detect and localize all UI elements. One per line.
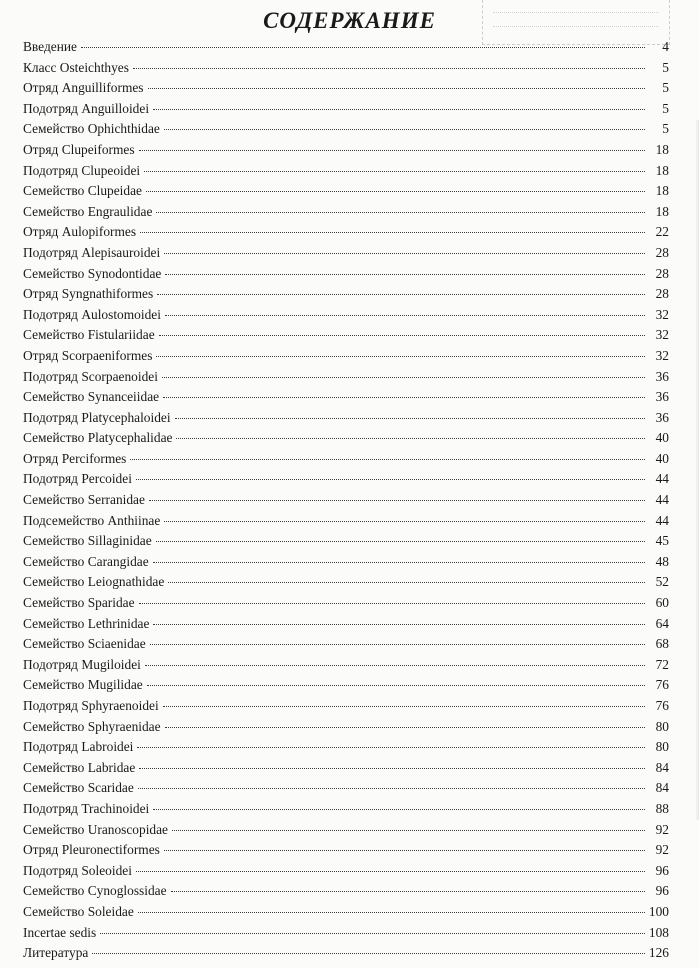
dot-leader xyxy=(165,315,645,316)
toc-entry-label: Отряд Anguilliformes xyxy=(23,80,144,96)
toc-entry-label: Семейство Serranidae xyxy=(23,492,145,508)
toc-entry[interactable] xyxy=(23,58,669,79)
toc-entry[interactable] xyxy=(23,284,669,305)
toc-entry[interactable] xyxy=(23,408,669,429)
toc-entry-label: Семейство Uranoscopidae xyxy=(23,821,169,837)
toc-entry[interactable] xyxy=(23,799,669,820)
dot-leader xyxy=(130,459,645,460)
toc-entry[interactable] xyxy=(23,367,669,388)
toc-entry-label: Семейство Lethrinidae xyxy=(23,615,150,631)
dot-leader xyxy=(165,274,645,275)
toc-entry-page-number: 28 xyxy=(655,265,669,281)
toc-entry-label: Семейство Fistulariidae xyxy=(23,327,155,343)
toc-entry[interactable] xyxy=(23,325,669,346)
dot-leader xyxy=(156,212,645,213)
toc-entry[interactable] xyxy=(23,737,669,758)
toc-entry-label: Семейство Sparidae xyxy=(23,595,135,611)
toc-entry[interactable] xyxy=(23,181,669,202)
toc-entry-label: Семейство Synodontidae xyxy=(23,265,162,281)
dot-leader xyxy=(148,88,645,89)
dot-leader xyxy=(153,109,645,110)
toc-entry-label: Подотряд Sphyraenoidei xyxy=(23,698,159,713)
toc-entry[interactable] xyxy=(23,531,669,552)
dot-leader xyxy=(162,377,645,378)
toc-entry[interactable] xyxy=(23,305,669,326)
toc-entry[interactable] xyxy=(23,490,669,511)
dot-leader xyxy=(136,871,645,872)
toc-entry-page-number: 80 xyxy=(655,739,669,755)
dot-leader xyxy=(164,521,645,522)
toc-entry-page-number: 84 xyxy=(655,780,669,796)
toc-entry-page-number: 76 xyxy=(655,677,669,693)
dot-leader xyxy=(138,912,645,913)
toc-entry-label: Отряд Pleuronectiformes xyxy=(23,842,160,858)
dot-leader xyxy=(165,727,645,728)
dot-leader xyxy=(171,891,645,892)
toc-entry-page-number: 72 xyxy=(655,656,669,672)
toc-entry-label: Семейство Engraulidae xyxy=(23,203,153,219)
toc-entry-label: Отряд Clupeiformes xyxy=(23,141,135,157)
toc-entry[interactable] xyxy=(23,881,669,902)
toc-entry-label: Семейство Mugilidae xyxy=(23,677,143,693)
toc-entry-page-number: 5 xyxy=(662,121,669,137)
toc-entry-label: Отряд Syngnathiformes xyxy=(23,286,154,302)
dot-leader xyxy=(92,953,645,954)
toc-entry-label: Подотряд Percoidei xyxy=(23,471,132,487)
dot-leader xyxy=(147,685,645,686)
toc-entry-label: Подотряд Scorpaenoidei xyxy=(23,368,158,384)
toc-entry[interactable] xyxy=(23,552,669,573)
toc-entry[interactable] xyxy=(23,202,669,223)
toc-entry-label: Отряд Scorpaeniformes xyxy=(23,347,153,363)
toc-entry-label: Семейство Scaridae xyxy=(23,780,134,796)
page-title: СОДЕРЖАНИЕ xyxy=(263,8,436,33)
dot-leader xyxy=(100,933,645,934)
toc-entry-page-number: 52 xyxy=(655,574,669,590)
toc-entry-page-number: 44 xyxy=(655,492,669,508)
toc-entry[interactable] xyxy=(23,428,669,449)
toc-entry-page-number: 4 xyxy=(662,39,669,54)
toc-entry-label: Класс Osteichthyes xyxy=(23,59,129,75)
toc-entry[interactable] xyxy=(23,902,669,923)
dot-leader xyxy=(150,644,645,645)
dot-leader xyxy=(145,665,645,666)
toc-entry-label: Семейство Clupeidae xyxy=(23,183,142,199)
toc-entry[interactable] xyxy=(23,758,669,779)
toc-entry-page-number: 5 xyxy=(662,80,669,96)
toc-entry-page-number: 36 xyxy=(655,389,669,405)
toc-entry-page-number: 126 xyxy=(648,945,669,961)
dot-leader xyxy=(137,747,645,748)
toc-entry-page-number: 28 xyxy=(655,244,669,260)
toc-entry-page-number: 40 xyxy=(655,430,669,446)
toc-entry-page-number: 36 xyxy=(655,368,669,384)
toc-entry-label: Семейство Sphyraenidae xyxy=(23,718,161,734)
toc-entry-label: Подотряд Mugiloidei xyxy=(23,656,141,672)
dot-leader xyxy=(81,47,645,48)
toc-entry-label: Семейство Labridae xyxy=(23,759,136,775)
toc-entry[interactable] xyxy=(23,634,669,655)
toc-entry[interactable] xyxy=(23,37,669,58)
toc-entry-label: Подотряд Alepisauroidei xyxy=(23,244,161,260)
dot-leader xyxy=(164,253,645,254)
toc-entry-page-number: 45 xyxy=(655,533,669,549)
toc-entry-label: Семейство Sciaenidae xyxy=(23,636,146,652)
toc-entry[interactable] xyxy=(23,99,669,120)
toc-entry[interactable] xyxy=(23,161,669,182)
dot-leader xyxy=(172,830,645,831)
toc-entry-label: Подотряд Platycephaloidei xyxy=(23,409,171,425)
toc-entry[interactable] xyxy=(23,346,669,367)
dot-leader xyxy=(140,232,645,233)
toc-entry-page-number: 92 xyxy=(655,821,669,837)
toc-entry-page-number: 80 xyxy=(655,718,669,734)
toc-entry[interactable] xyxy=(23,861,669,882)
toc-entry-label: Семейство Sillaginidae xyxy=(23,533,152,549)
toc-entry[interactable] xyxy=(23,511,669,532)
dot-leader xyxy=(153,809,645,810)
toc-entry-page-number: 92 xyxy=(655,842,669,858)
dot-leader xyxy=(163,397,645,398)
toc-entry-page-number: 76 xyxy=(655,698,669,713)
dot-leader xyxy=(164,850,645,851)
toc-entry-page-number: 64 xyxy=(655,615,669,631)
toc-entry-page-number: 18 xyxy=(655,203,669,219)
toc-entry-page-number: 44 xyxy=(655,471,669,487)
toc-entry-page-number: 5 xyxy=(662,100,669,116)
toc-entry-page-number: 60 xyxy=(655,595,669,611)
toc-entry[interactable] xyxy=(23,655,669,676)
toc-entry-label: Отряд Perciformes xyxy=(23,450,127,466)
toc-entry-label: Подотряд Aulostomoidei xyxy=(23,306,161,322)
toc-entry-label: Семейство Synanceiidae xyxy=(23,389,160,405)
toc-entry-page-number: 48 xyxy=(655,553,669,569)
toc-entry-page-number: 22 xyxy=(655,224,669,240)
toc-entry-page-number: 88 xyxy=(655,800,669,816)
toc-entry[interactable] xyxy=(23,449,669,470)
dot-leader xyxy=(133,68,645,69)
toc-entry-label: Семейство Carangidae xyxy=(23,553,149,569)
dot-leader xyxy=(139,603,645,604)
toc-entry[interactable] xyxy=(23,840,669,861)
toc-entry-label: Incertae sedis xyxy=(23,924,97,940)
dot-leader xyxy=(164,129,645,130)
toc-entry-page-number: 32 xyxy=(655,306,669,322)
table-of-contents xyxy=(23,37,669,964)
toc-entry[interactable] xyxy=(23,264,669,285)
dot-leader xyxy=(136,479,645,480)
dot-leader xyxy=(153,624,645,625)
toc-entry[interactable] xyxy=(23,222,669,243)
toc-entry[interactable] xyxy=(23,778,669,799)
toc-entry-label: Подотряд Labroidei xyxy=(23,739,134,755)
dot-leader xyxy=(156,541,645,542)
toc-entry-label: Подсемейство Anthiinae xyxy=(23,512,161,528)
toc-entry-label: Подотряд Clupeoidei xyxy=(23,162,141,178)
dot-leader xyxy=(168,582,645,583)
dot-leader xyxy=(157,294,645,295)
toc-entry[interactable] xyxy=(23,78,669,99)
dot-leader xyxy=(159,335,645,336)
toc-entry-page-number: 84 xyxy=(655,759,669,775)
toc-entry-label: Литература xyxy=(23,945,89,961)
toc-entry[interactable] xyxy=(23,820,669,841)
toc-entry-label: Подотряд Trachinoidei xyxy=(23,800,150,816)
toc-entry-page-number: 68 xyxy=(655,636,669,652)
toc-entry[interactable] xyxy=(23,387,669,408)
dot-leader xyxy=(146,191,645,192)
toc-entry-page-number: 100 xyxy=(648,903,669,919)
toc-entry-page-number: 36 xyxy=(655,409,669,425)
dot-leader xyxy=(153,562,645,563)
toc-entry-label: Подотряд Soleoidei xyxy=(23,862,132,878)
toc-entry[interactable] xyxy=(23,717,669,738)
dot-leader xyxy=(149,500,645,501)
toc-entry[interactable] xyxy=(23,243,669,264)
dot-leader xyxy=(175,418,645,419)
toc-entry-label: Подотряд Anguilloidei xyxy=(23,100,150,116)
toc-entry-label: Отряд Aulopiformes xyxy=(23,224,137,240)
toc-entry[interactable] xyxy=(23,675,669,696)
dot-leader xyxy=(138,788,645,789)
toc-entry[interactable] xyxy=(23,614,669,635)
toc-entry-page-number: 32 xyxy=(655,327,669,343)
toc-entry-page-number: 44 xyxy=(655,512,669,528)
dot-leader xyxy=(163,706,645,707)
dot-leader xyxy=(139,768,645,769)
toc-entry-page-number: 18 xyxy=(655,183,669,199)
toc-entry-page-number: 18 xyxy=(655,141,669,157)
toc-entry-page-number: 28 xyxy=(655,286,669,302)
toc-entry-page-number: 40 xyxy=(655,450,669,466)
toc-entry-label: Семейство Leiognathidae xyxy=(23,574,165,590)
toc-entry-page-number: 96 xyxy=(655,862,669,878)
toc-entry-label: Семейство Soleidae xyxy=(23,903,134,919)
dot-leader xyxy=(156,356,645,357)
toc-entry-label: Семейство Cynoglossidae xyxy=(23,883,167,899)
toc-entry[interactable] xyxy=(23,696,669,717)
dot-leader xyxy=(176,438,645,439)
toc-entry-page-number: 96 xyxy=(655,883,669,899)
toc-entry-page-number: 108 xyxy=(648,924,669,940)
toc-entry-page-number: 18 xyxy=(655,162,669,178)
toc-entry[interactable] xyxy=(23,119,669,140)
dot-leader xyxy=(144,171,645,172)
toc-entry-page-number: 32 xyxy=(655,347,669,363)
toc-entry[interactable] xyxy=(23,469,669,490)
toc-entry-label: Семейство Platycephalidae xyxy=(23,430,173,446)
toc-entry[interactable] xyxy=(23,140,669,161)
toc-entry[interactable] xyxy=(23,923,669,944)
toc-entry-label: Введение xyxy=(23,39,77,54)
toc-entry-page-number: 5 xyxy=(662,59,669,75)
toc-entry[interactable] xyxy=(23,943,669,964)
toc-entry[interactable] xyxy=(23,572,669,593)
toc-entry-label: Семейство Ophichthidae xyxy=(23,121,160,137)
dot-leader xyxy=(139,150,645,151)
toc-entry[interactable] xyxy=(23,593,669,614)
